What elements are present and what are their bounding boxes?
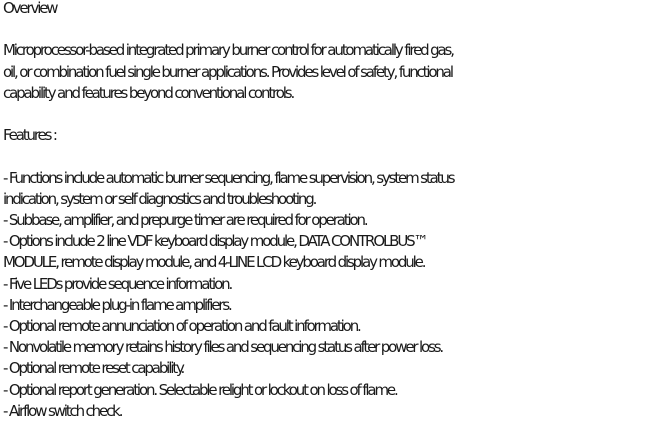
feature-item bbox=[3, 337, 653, 358]
feature-line: - Nonvolatile memory retains history files and sequencing status after power loss. bbox=[3, 338, 443, 357]
feature-line: - Optional remote reset capability. bbox=[3, 359, 184, 378]
feature-item bbox=[3, 316, 653, 337]
spacer bbox=[3, 104, 653, 125]
features-heading: Features : bbox=[3, 126, 56, 145]
feature-line: - Options include 2 line VDF keyboard display module, DATA CONTROLBUS™ bbox=[3, 232, 427, 251]
overview-line: Microprocessor-based integrated primary burner control for automatically fired gas, bbox=[3, 41, 453, 60]
feature-line: indication, system or self diagnostics and troubleshooting. bbox=[3, 189, 316, 208]
overview-paragraph bbox=[3, 40, 653, 104]
feature-line: MODULE, remote display module, and 4-LINE LCD keyboard display module. bbox=[3, 253, 425, 272]
feature-item bbox=[3, 210, 653, 231]
feature-item bbox=[3, 168, 653, 210]
spacer bbox=[3, 146, 653, 167]
feature-line: - Interchangeable plug-in flame amplifiers. bbox=[3, 295, 231, 314]
feature-line: - Subbase, amplifier, and prepurge timer are required for operation. bbox=[3, 210, 367, 229]
feature-line: - Optional report generation. Selectable relight or lockout on loss of flame. bbox=[3, 380, 397, 399]
feature-item bbox=[3, 401, 653, 422]
feature-item bbox=[3, 274, 653, 295]
feature-line: - Functions include automatic burner sequencing, flame supervision, system status bbox=[3, 168, 454, 187]
feature-item bbox=[3, 231, 653, 273]
features-list bbox=[3, 168, 653, 422]
feature-item bbox=[3, 380, 653, 401]
overview-line: oil, or combination fuel single burner applications. Provides level of safety, functional bbox=[3, 62, 452, 81]
feature-line: - Optional remote annunciation of operation and fault information. bbox=[3, 317, 360, 335]
overview-line: capability and features beyond conventional controls. bbox=[3, 83, 294, 102]
spacer bbox=[3, 19, 653, 40]
feature-line: - Five LEDs provide sequence information. bbox=[3, 274, 232, 293]
feature-item bbox=[3, 295, 653, 316]
product-description bbox=[3, 0, 653, 422]
feature-line: - Airflow switch check. bbox=[3, 401, 122, 420]
overview-heading: Overview bbox=[3, 0, 57, 17]
feature-item bbox=[3, 358, 653, 379]
